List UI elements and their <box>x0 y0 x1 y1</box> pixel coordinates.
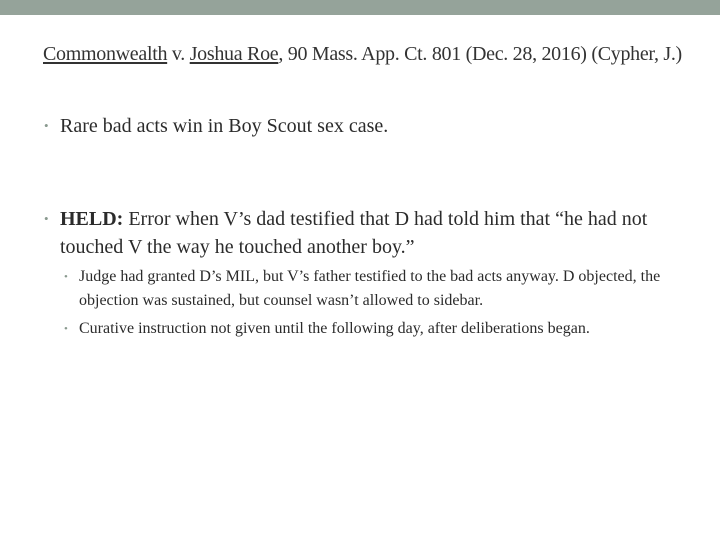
bullet-icon: • <box>44 118 49 133</box>
case-name-defendant: Joshua Roe <box>189 43 279 65</box>
top-accent-bar <box>0 0 720 15</box>
case-citation: , 90 Mass. App. Ct. 801 (Dec. 28, 2016) (Cypher, J.) <box>278 43 682 65</box>
bullet-icon: • <box>44 211 49 226</box>
bullet-item-summary <box>44 112 694 140</box>
sub-bullet-item-mil <box>64 265 699 313</box>
bullet-text: Rare bad acts win in Boy Scout sex case. <box>60 115 389 137</box>
bullet-item-held <box>44 205 694 261</box>
slide-title <box>43 40 683 69</box>
sub-bullet-icon: • <box>64 323 68 335</box>
bullet-text: Error when V’s dad testified that D had told him that “he had not touched V the way he touched another boy.” <box>60 208 648 258</box>
case-name-commonwealth: Commonwealth <box>43 43 168 65</box>
held-label: HELD: <box>60 208 124 230</box>
title-versus: v. <box>167 43 190 65</box>
sub-bullet-text: Judge had granted D’s MIL, but V’s father testified to the bad acts anyway. D objected, the objection was sustained, but counsel wasn’t allowed to sidebar. <box>79 268 661 309</box>
sub-bullet-item-curative <box>64 317 699 341</box>
bullet-list <box>44 112 694 341</box>
sub-bullet-icon: • <box>64 271 68 283</box>
sub-bullet-text: Curative instruction not given until the following day, after deliberations began. <box>79 320 590 337</box>
